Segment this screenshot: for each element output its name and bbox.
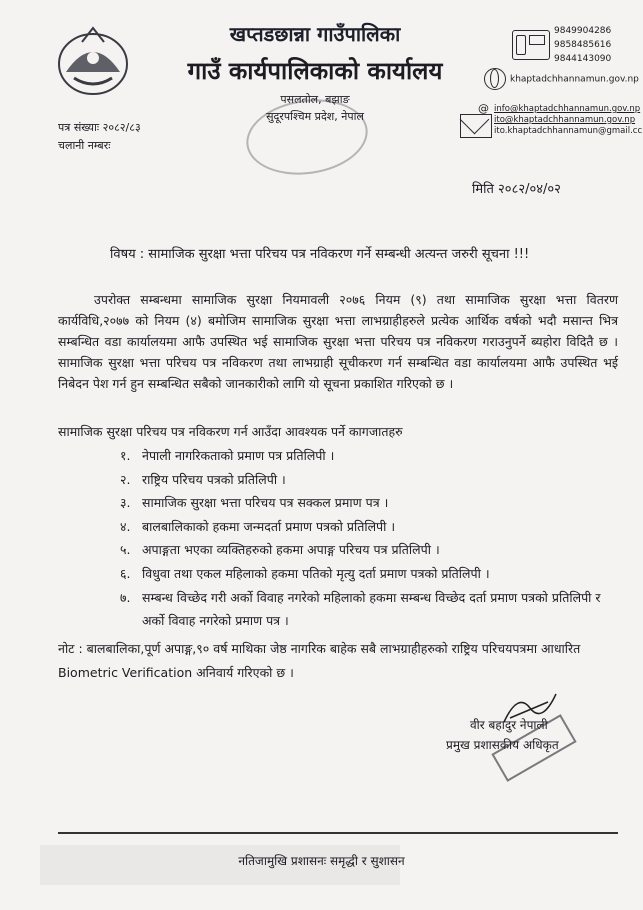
municipality-name: खप्तडछान्ना गाउँपालिका: [229, 22, 401, 46]
email-link: ito.khaptadchhannamun@gmail.cc: [494, 126, 643, 136]
footer-motto: नतिजामुखि प्रशासनः समृद्धी र सुशासन: [238, 854, 405, 868]
list-item: ५. अपाङ्गता भएका व्यक्तिहरुको हकमा अपाङ्ग परिचय पत्र प्रतिलिपी ।: [120, 542, 440, 558]
at-icon: @: [478, 102, 489, 115]
letter-number: पत्र संख्याः २०८२/८३: [58, 121, 141, 134]
email-link[interactable]: info@khaptadchhannamun.gov.np: [494, 104, 641, 114]
email-link[interactable]: ito@khaptadchhannamun.gov.np: [494, 115, 636, 125]
dispatch-number: चलानी नम्बरः: [58, 139, 111, 152]
footer-divider: [58, 832, 618, 834]
telephone-icon: [512, 30, 550, 60]
office-name: गाउँ कार्यपालिकाको कार्यालय: [187, 57, 443, 85]
phone-number: 9858485616: [554, 40, 612, 50]
list-item: २. राष्ट्रिय परिचय पत्रको प्रतिलिपी ।: [120, 471, 286, 487]
phone-number: 9849904286: [554, 26, 612, 36]
envelope-icon: [460, 114, 492, 138]
address-line-1: पसलतोल, बझाङ: [280, 93, 350, 106]
body-paragraph: उपरोक्त सम्बन्धमा सामाजिक सुरक्षा नियमावली २०७६ नियम (९) तथा सामाजिक सुरक्षा भत्ता वितरण कार्यविधि,२०७७ को नियम (४) बमोजिम सामाजिक सुरक्षा भत्ता लाभग्राहीहरुले प्रत्येक आर्थिक वर्षको भदौ मसान्त भित्र सम्बन्धित वडा कार्यालयमा आफै उपस्थित भई सामाजिक सुरक्षा भत्ता परिचय पत्र नविकरण गराउनुपर्ने ब्यहोरा विदितै छ । सामाजिक सुरक्षा भत्ता परिचय पत्र नविकरण तथा लाभग्राही सूचीकरण गर्न सम्बन्धित वडा कार्यालयमा आफै उपस्थित भई निबेदन पेश गर्न हुन सम्बन्धित सबैको जानकारीको लागि यो सूचना प्रकाशित गरिएको छ ।: [58, 292, 618, 391]
address-line-2: सुदूरपश्चिम प्रदेश, नेपाल: [266, 110, 364, 123]
globe-icon: [484, 68, 506, 90]
documents-list: [120, 444, 620, 633]
list-item: ३. सामाजिक सुरक्षा भत्ता परिचय पत्र सक्कल प्रमाण पत्र ।: [120, 495, 389, 511]
email-list: [494, 104, 642, 137]
note-paragraph: नोट : बालबालिका,पूर्ण अपाङ्ग,९० वर्ष माथिका जेष्ठ नागरिक बाहेक सबै लाभग्राहीहरुको राष्ट्रिय परिचयपत्रमा आधारित Biometric Verification अनिवार्य गरिएको छ ।: [58, 641, 581, 680]
documents-heading: सामाजिक सुरक्षा परिचय पत्र नविकरण गर्न आउँदा आवश्यक पर्ने कागजातहरु: [58, 424, 403, 439]
subject-line: विषय : सामाजिक सुरक्षा भत्ता परिचय पत्र नविकरण गर्ने सम्बन्धी अत्यन्त जरुरी सूचना !!!: [110, 247, 530, 262]
website-link[interactable]: khaptadchhannamun.gov.np: [510, 74, 639, 85]
list-item: ४. बालबालिकाको हकमा जन्मदर्ता प्रमाण पत्रको प्रतिलिपी ।: [120, 518, 396, 534]
signer-name: वीर बहादुर नेपाली: [470, 718, 548, 732]
website-row: [484, 68, 639, 90]
phone-number: 9844143090: [554, 54, 612, 64]
list-item: ७. सम्बन्ध विच्छेद गरी अर्को विवाह नगरेको महिलाको हकमा सम्बन्ध विच्छेद दर्ता प्रमाण पत्रको प्रतिलिपी र अर्को विवाह नगरेको प्रमाण पत्र ।: [120, 589, 601, 629]
signer-designation: प्रमुख प्रशासकीय अधिकृत: [446, 738, 559, 752]
list-item: ६. विधुवा तथा एकल महिलाको हकमा पतिको मृत्यु दर्ता प्रमाण पत्रको प्रतिलिपी ।: [120, 565, 490, 581]
letter-date: मिति २०८२/०४/०२: [472, 182, 561, 197]
phone-list: [554, 24, 611, 66]
nepal-emblem-icon: [52, 22, 134, 100]
list-item: १. नेपाली नागरिकताको प्रमाण पत्र प्रतिलिपी ।: [120, 448, 335, 463]
